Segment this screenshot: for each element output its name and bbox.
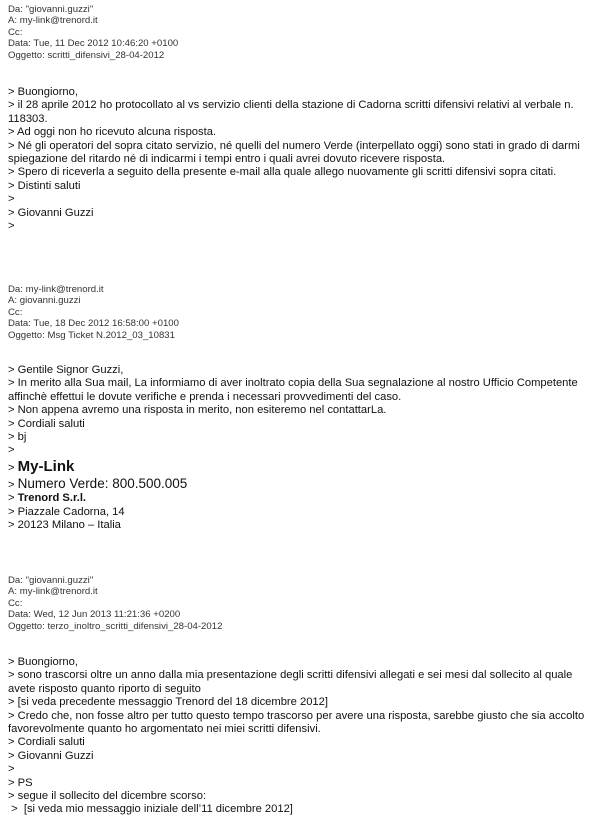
email2-line: >: [8, 444, 15, 457]
email3-line: > sono trascorsi oltre un anno dalla mia presentazione degli scritti difensivi allegati e sei mesi dal sollecito al quale avete risposto quanto riporto di seguito: [8, 669, 573, 695]
email1-from: Da: "giovanni.guzzi": [8, 4, 94, 15]
signature-company-line: > Trenord S.r.l.: [8, 492, 87, 505]
email1-cc: Cc:: [8, 26, 23, 38]
email1-line: >: [8, 220, 15, 233]
email1-header: [8, 4, 178, 61]
email1-line: > Ad oggi non ho ricevuto alcuna risposta.: [8, 126, 217, 139]
signature-address: Piazzale Cadorna, 14: [17, 505, 125, 518]
email3-body: [8, 656, 593, 817]
email3-line: > [si veda mio messaggio iniziale dell’11 dicembre 2012]: [8, 803, 293, 816]
email2-line: > bj: [8, 431, 27, 444]
email2-cc: Cc:: [8, 306, 23, 318]
email3-subject: Oggetto: terzo_inoltro_scritti_difensivi_28-04-2012: [8, 620, 223, 632]
email2-line: > Cordiali saluti: [8, 417, 85, 430]
email1-line: > Giovanni Guzzi: [8, 206, 94, 219]
email2-line: > Non appena avremo una risposta in merito, non esiteremo nel contattarLa.: [8, 404, 387, 417]
email1-to: A: my-link@trenord.it: [8, 15, 98, 27]
email2-from: Da: my-link@trenord.it: [8, 284, 104, 295]
email1-line: > Né gli operatori del sopra citato servizio, né quelli del numero Verde (interpellato oggi) sono stati in grado di darmi spiegazione del ritardo né di indicarmi i tempi entro i quali avrei dovuto ricevere risposta.: [8, 139, 580, 166]
email3-date: Data: Wed, 12 Jun 2013 11:21:36 +0200: [8, 609, 181, 621]
email1-body: [8, 86, 593, 233]
signature-city-line: > 20123 Milano – Italia: [8, 519, 121, 532]
email2-line: > In merito alla Sua mail, La informiamo di aver inoltrato copia della Sua segnalazione al nostro Ufficio Competente affinchè effettui le dovute verifiche e prenda i necessari provvedimenti del caso.: [8, 377, 578, 403]
signature-brand-line: > My-Link: [8, 457, 75, 475]
email3-line: > Credo che, non fosse altro per tutto questo tempo trascorso per avere una risposta, sarebbe giusto che sia accolto favorevolmente quanto ho argomentato nei miei scritti difensivi.: [8, 709, 585, 736]
signature-numero-verde: Numero Verde: 800.500.005: [17, 475, 188, 491]
email1-line: > Spero di riceverla a seguito della presente e-mail alla quale allego nuovamente gli scritti difensivi sopra citati.: [8, 166, 557, 179]
email1-line: > il 28 aprile 2012 ho protocollato al vs servizio clienti della stazione di Cadorna scritti difensivi relativi al verbale n. 118303.: [8, 99, 574, 125]
email2-date: Data: Tue, 18 Dec 2012 16:58:00 +0100: [8, 318, 179, 330]
email1-subject: Oggetto: scritti_difensivi_28-04-2012: [8, 49, 165, 61]
email3-cc: Cc:: [8, 597, 23, 609]
email2-body: [8, 364, 593, 532]
email2-header: [8, 284, 179, 341]
email3-header: [8, 575, 222, 632]
signature-city: 20123 Milano – Italia: [17, 519, 121, 532]
email2-subject: Oggetto: Msg Ticket N.2012_03_10831: [8, 329, 175, 341]
signature-brand: My-Link: [17, 457, 75, 475]
signature-company: Trenord S.r.l.: [17, 492, 87, 505]
email3-line: > segue il sollecito del dicembre scorso:: [8, 790, 207, 803]
signature-phone-line: > Numero Verde: 800.500.005: [8, 475, 188, 491]
email3-to: A: my-link@trenord.it: [8, 586, 98, 598]
email3-from: Da: "giovanni.guzzi": [8, 575, 94, 586]
email3-line: >: [8, 763, 15, 776]
email1-line: >: [8, 193, 15, 206]
signature-address-line: > Piazzale Cadorna, 14: [8, 505, 125, 518]
email3-line: > Giovanni Guzzi: [8, 749, 94, 762]
email3-line: > Cordiali saluti: [8, 736, 85, 749]
email3-line: > [si veda precedente messaggio Trenord del 18 dicembre 2012]: [8, 696, 328, 709]
email1-line: > Buongiorno,: [8, 86, 78, 98]
email3-line: > PS: [8, 776, 33, 789]
email2-line: > Gentile Signor Guzzi,: [8, 364, 124, 376]
email1-line: > Distinti saluti: [8, 179, 81, 192]
email1-date: Data: Tue, 11 Dec 2012 10:46:20 +0100: [8, 38, 179, 50]
email3-line: > Buongiorno,: [8, 656, 78, 668]
email2-to: A: giovanni.guzzi: [8, 295, 81, 307]
